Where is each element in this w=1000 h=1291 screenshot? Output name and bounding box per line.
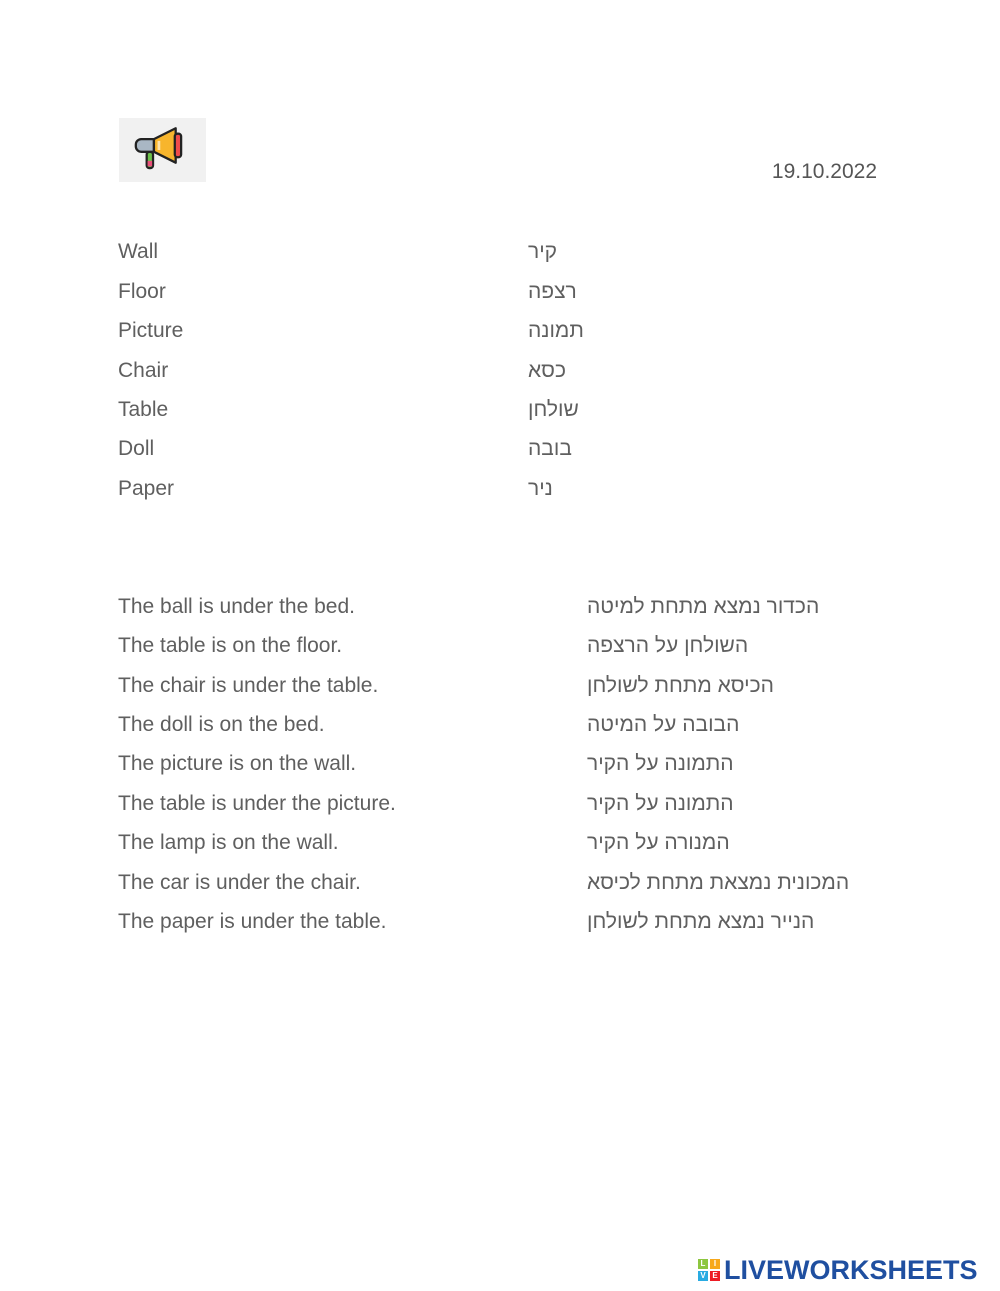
sentence-hebrew: המנורה על הקיר [587,831,730,854]
sentence-hebrew: הכיסא מתחת לשולחן [587,674,774,697]
audio-button[interactable] [119,118,206,182]
vocab-hebrew: ניר [528,477,553,500]
logo-text: LIVEWORKSHEETS [724,1254,978,1285]
vocab-item [118,395,638,425]
sentence-item [118,789,878,819]
vocab-english: Floor [118,280,166,303]
vocab-english: Paper [118,477,175,500]
logo-square: E [710,1271,720,1281]
vocab-hebrew: בובה [528,437,572,460]
sentence-item [118,907,878,937]
vocab-item [118,474,638,504]
sentence-item [118,828,878,858]
sentence-hebrew: הבובה על המיטה [587,713,740,736]
sentence-english: The lamp is on the wall. [118,831,339,854]
sentence-hebrew: התמונה על הקיר [587,792,734,815]
megaphone-icon [134,121,192,179]
sentence-hebrew: הנייר נמצא מתחת לשולחן [587,910,815,933]
sentence-item [118,868,878,898]
sentence-hebrew: המכונית נמצאת מתחת לכיסא [587,871,850,894]
vocab-english: Table [118,398,169,421]
vocab-english: Doll [118,437,155,460]
sentence-english: The table is on the floor. [118,634,343,657]
liveworksheets-logo [698,1255,978,1285]
vocab-item [118,237,638,267]
vocab-item [118,316,638,346]
sentence-english: The doll is on the bed. [118,713,325,736]
sentence-english: The picture is on the wall. [118,752,357,775]
logo-square: V [698,1271,708,1281]
vocab-hebrew: שולחן [528,398,579,421]
vocab-english: Picture [118,319,184,342]
sentence-hebrew: השולחן על הרצפה [587,634,749,657]
vocab-hebrew: כסא [528,359,566,382]
worksheet-date: 19.10.2022 [771,160,877,183]
logo-square: I [710,1259,720,1269]
sentence-english: The chair is under the table. [118,674,379,697]
sentence-english: The car is under the chair. [118,871,361,894]
sentence-item [118,592,878,622]
vocab-hebrew: קיר [528,240,558,263]
vocab-item [118,434,638,464]
vocab-hebrew: תמונה [528,319,584,342]
sentence-english: The table is under the picture. [118,792,396,815]
sentence-item [118,710,878,740]
sentence-item [118,631,878,661]
sentence-english: The ball is under the bed. [118,595,355,618]
vocab-english: Wall [118,240,159,263]
sentence-hebrew: התמונה על הקיר [587,752,734,775]
vocab-item [118,277,638,307]
vocab-english: Chair [118,359,169,382]
sentence-item [118,749,878,779]
sentence-hebrew: הכדור נמצא מתחת למיטה [587,595,820,618]
logo-square: L [698,1259,708,1269]
vocab-item [118,356,638,386]
logo-squares [698,1259,720,1281]
sentence-item [118,671,878,701]
vocab-hebrew: רצפה [528,280,577,303]
sentence-english: The paper is under the table. [118,910,387,933]
